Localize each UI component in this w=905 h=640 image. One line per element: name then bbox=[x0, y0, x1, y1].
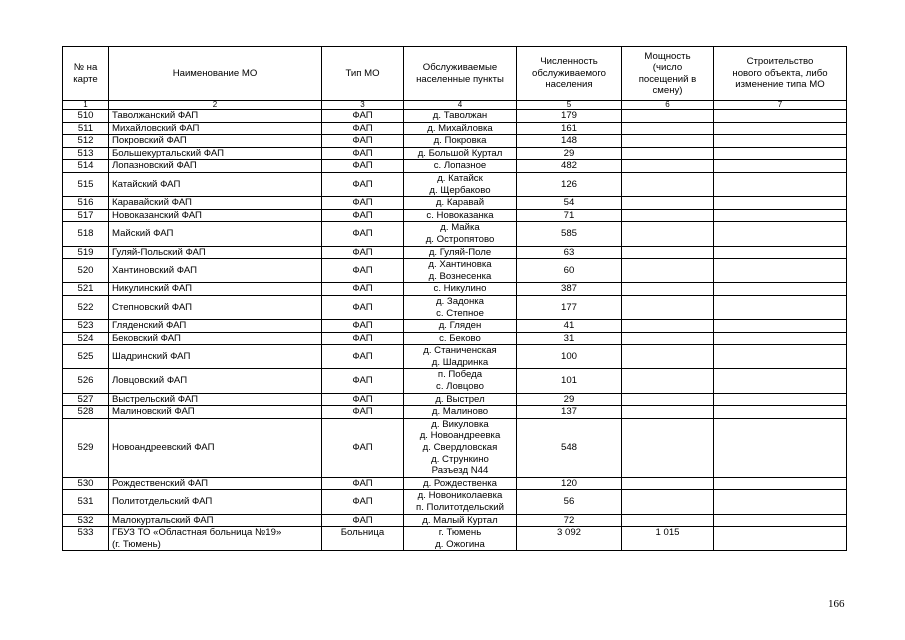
capacity-cell bbox=[622, 209, 714, 222]
capacity-cell: 1 015 bbox=[622, 527, 714, 551]
construction-cell bbox=[714, 135, 847, 148]
table-row bbox=[63, 197, 847, 210]
table-row bbox=[63, 332, 847, 345]
mo-type-cell: ФАП bbox=[322, 406, 404, 419]
mo-name-cell: Хантиновский ФАП bbox=[109, 259, 322, 283]
settlements-cell: д. Викуловка д. Новоандреевка д. Свердловская д. Стрункино Разъезд N44 bbox=[404, 418, 517, 477]
column-number-cell: 2 bbox=[109, 101, 322, 110]
settlements-cell: д. Новониколаевка п. Политотдельский bbox=[404, 490, 517, 514]
map-number-cell: 514 bbox=[63, 160, 109, 173]
mo-name-cell: Гляденский ФАП bbox=[109, 320, 322, 333]
mo-type-cell: ФАП bbox=[322, 259, 404, 283]
map-number-cell: 520 bbox=[63, 259, 109, 283]
mo-name-cell: Таволжанский ФАП bbox=[109, 110, 322, 123]
mo-type-cell: ФАП bbox=[322, 246, 404, 259]
column-number-cell: 5 bbox=[517, 101, 622, 110]
capacity-cell bbox=[622, 406, 714, 419]
population-cell: 126 bbox=[517, 172, 622, 196]
column-number-cell: 7 bbox=[714, 101, 847, 110]
construction-cell bbox=[714, 246, 847, 259]
header-row bbox=[63, 47, 847, 101]
map-number-cell: 518 bbox=[63, 222, 109, 246]
population-cell: 31 bbox=[517, 332, 622, 345]
map-number-cell: 521 bbox=[63, 283, 109, 296]
settlements-cell: д. Задонка с. Степное bbox=[404, 295, 517, 319]
settlements-cell: д. Выстрел bbox=[404, 393, 517, 406]
map-number-cell: 530 bbox=[63, 477, 109, 490]
construction-cell bbox=[714, 369, 847, 393]
settlements-cell: д. Малиново bbox=[404, 406, 517, 419]
mo-type-cell: ФАП bbox=[322, 320, 404, 333]
capacity-cell bbox=[622, 295, 714, 319]
capacity-cell bbox=[622, 283, 714, 296]
population-cell: 161 bbox=[517, 122, 622, 135]
mo-type-cell: ФАП bbox=[322, 160, 404, 173]
page-number: 166 bbox=[828, 598, 845, 610]
mo-name-cell: Никулинский ФАП bbox=[109, 283, 322, 296]
construction-cell bbox=[714, 197, 847, 210]
mo-type-cell: ФАП bbox=[322, 122, 404, 135]
construction-cell bbox=[714, 110, 847, 123]
construction-cell bbox=[714, 514, 847, 527]
table-row bbox=[63, 320, 847, 333]
mo-type-cell: ФАП bbox=[322, 345, 404, 369]
population-cell: 120 bbox=[517, 477, 622, 490]
settlements-cell: с. Новоказанка bbox=[404, 209, 517, 222]
table-row bbox=[63, 283, 847, 296]
map-number-cell: 512 bbox=[63, 135, 109, 148]
construction-cell bbox=[714, 345, 847, 369]
settlements-cell: д. Таволжан bbox=[404, 110, 517, 123]
table-row bbox=[63, 369, 847, 393]
table-row bbox=[63, 418, 847, 477]
population-cell: 56 bbox=[517, 490, 622, 514]
mo-name-cell: Рождественский ФАП bbox=[109, 477, 322, 490]
settlements-cell: д. Михайловка bbox=[404, 122, 517, 135]
population-cell: 177 bbox=[517, 295, 622, 319]
table-row bbox=[63, 406, 847, 419]
map-number-cell: 522 bbox=[63, 295, 109, 319]
capacity-cell bbox=[622, 147, 714, 160]
mo-type-cell: Больница bbox=[322, 527, 404, 551]
construction-cell bbox=[714, 527, 847, 551]
population-cell: 100 bbox=[517, 345, 622, 369]
mo-name-cell: Политотдельский ФАП bbox=[109, 490, 322, 514]
header-construction: Строительство нового объекта, либо изменение типа МО bbox=[714, 47, 847, 101]
table-row bbox=[63, 172, 847, 196]
construction-cell bbox=[714, 222, 847, 246]
map-number-cell: 531 bbox=[63, 490, 109, 514]
settlements-cell: д. Майка д. Остропятово bbox=[404, 222, 517, 246]
map-number-cell: 511 bbox=[63, 122, 109, 135]
table-row bbox=[63, 295, 847, 319]
capacity-cell bbox=[622, 332, 714, 345]
mo-type-cell: ФАП bbox=[322, 147, 404, 160]
capacity-cell bbox=[622, 122, 714, 135]
capacity-cell bbox=[622, 259, 714, 283]
map-number-cell: 516 bbox=[63, 197, 109, 210]
population-cell: 29 bbox=[517, 147, 622, 160]
capacity-cell bbox=[622, 222, 714, 246]
mo-type-cell: ФАП bbox=[322, 197, 404, 210]
mo-type-cell: ФАП bbox=[322, 110, 404, 123]
construction-cell bbox=[714, 295, 847, 319]
table-row bbox=[63, 160, 847, 173]
construction-cell bbox=[714, 172, 847, 196]
column-number-cell: 6 bbox=[622, 101, 714, 110]
map-number-cell: 528 bbox=[63, 406, 109, 419]
population-cell: 60 bbox=[517, 259, 622, 283]
column-number-row bbox=[63, 101, 847, 110]
settlements-cell: с. Лопазное bbox=[404, 160, 517, 173]
settlements-cell: с. Никулино bbox=[404, 283, 517, 296]
construction-cell bbox=[714, 320, 847, 333]
header-capacity: Мощность (число посещений в смену) bbox=[622, 47, 714, 101]
map-number-cell: 517 bbox=[63, 209, 109, 222]
table-body bbox=[63, 110, 847, 551]
header-population: Численность обслуживаемого населения bbox=[517, 47, 622, 101]
capacity-cell bbox=[622, 514, 714, 527]
construction-cell bbox=[714, 160, 847, 173]
population-cell: 29 bbox=[517, 393, 622, 406]
table-row bbox=[63, 209, 847, 222]
mo-name-cell: Лопазновский ФАП bbox=[109, 160, 322, 173]
capacity-cell bbox=[622, 197, 714, 210]
mo-name-cell: Каравайский ФАП bbox=[109, 197, 322, 210]
map-number-cell: 527 bbox=[63, 393, 109, 406]
population-cell: 179 bbox=[517, 110, 622, 123]
construction-cell bbox=[714, 393, 847, 406]
settlements-cell: д. Гляден bbox=[404, 320, 517, 333]
mo-name-cell: Ловцовский ФАП bbox=[109, 369, 322, 393]
population-cell: 387 bbox=[517, 283, 622, 296]
mo-type-cell: ФАП bbox=[322, 295, 404, 319]
territorial-scheme-table bbox=[62, 46, 847, 551]
map-number-cell: 532 bbox=[63, 514, 109, 527]
mo-type-cell: ФАП bbox=[322, 477, 404, 490]
population-cell: 482 bbox=[517, 160, 622, 173]
capacity-cell bbox=[622, 490, 714, 514]
population-cell: 63 bbox=[517, 246, 622, 259]
table-row bbox=[63, 135, 847, 148]
settlements-cell: д. Каравай bbox=[404, 197, 517, 210]
column-number-cell: 4 bbox=[404, 101, 517, 110]
construction-cell bbox=[714, 406, 847, 419]
map-number-cell: 533 bbox=[63, 527, 109, 551]
population-cell: 3 092 bbox=[517, 527, 622, 551]
header-served-settlements: Обслуживаемые населенные пункты bbox=[404, 47, 517, 101]
capacity-cell bbox=[622, 418, 714, 477]
population-cell: 548 bbox=[517, 418, 622, 477]
capacity-cell bbox=[622, 369, 714, 393]
mo-type-cell: ФАП bbox=[322, 418, 404, 477]
header-map-number: № на карте bbox=[63, 47, 109, 101]
map-number-cell: 523 bbox=[63, 320, 109, 333]
construction-cell bbox=[714, 477, 847, 490]
settlements-cell: п. Победа с. Ловцово bbox=[404, 369, 517, 393]
settlements-cell: д. Большой Куртал bbox=[404, 147, 517, 160]
mo-name-cell: Майский ФАП bbox=[109, 222, 322, 246]
construction-cell bbox=[714, 283, 847, 296]
map-number-cell: 519 bbox=[63, 246, 109, 259]
settlements-cell: д. Малый Куртал bbox=[404, 514, 517, 527]
capacity-cell bbox=[622, 477, 714, 490]
population-cell: 71 bbox=[517, 209, 622, 222]
table-row bbox=[63, 527, 847, 551]
mo-type-cell: ФАП bbox=[322, 222, 404, 246]
mo-name-cell: Гуляй-Польский ФАП bbox=[109, 246, 322, 259]
table-row bbox=[63, 147, 847, 160]
construction-cell bbox=[714, 122, 847, 135]
mo-name-cell: Новоказанский ФАП bbox=[109, 209, 322, 222]
mo-type-cell: ФАП bbox=[322, 514, 404, 527]
map-number-cell: 524 bbox=[63, 332, 109, 345]
mo-name-cell: Выстрельский ФАП bbox=[109, 393, 322, 406]
settlements-cell: д. Рождественка bbox=[404, 477, 517, 490]
table-row bbox=[63, 222, 847, 246]
mo-type-cell: ФАП bbox=[322, 332, 404, 345]
capacity-cell bbox=[622, 110, 714, 123]
map-number-cell: 515 bbox=[63, 172, 109, 196]
capacity-cell bbox=[622, 393, 714, 406]
population-cell: 137 bbox=[517, 406, 622, 419]
table-row bbox=[63, 477, 847, 490]
population-cell: 41 bbox=[517, 320, 622, 333]
population-cell: 72 bbox=[517, 514, 622, 527]
population-cell: 585 bbox=[517, 222, 622, 246]
settlements-cell: д. Катайск д. Щербаково bbox=[404, 172, 517, 196]
mo-name-cell: Покровский ФАП bbox=[109, 135, 322, 148]
capacity-cell bbox=[622, 172, 714, 196]
mo-type-cell: ФАП bbox=[322, 393, 404, 406]
construction-cell bbox=[714, 332, 847, 345]
map-number-cell: 525 bbox=[63, 345, 109, 369]
mo-type-cell: ФАП bbox=[322, 283, 404, 296]
table-row bbox=[63, 393, 847, 406]
population-cell: 101 bbox=[517, 369, 622, 393]
settlements-cell: д. Хантиновка д. Вознесенка bbox=[404, 259, 517, 283]
column-number-cell: 1 bbox=[63, 101, 109, 110]
settlements-cell: д. Станиченская д. Шадринка bbox=[404, 345, 517, 369]
header-mo-name: Наименование МО bbox=[109, 47, 322, 101]
mo-name-cell: Бековский ФАП bbox=[109, 332, 322, 345]
settlements-cell: д. Гуляй-Поле bbox=[404, 246, 517, 259]
table-row bbox=[63, 490, 847, 514]
mo-name-cell: ГБУЗ ТО «Областная больница №19» (г. Тюмень) bbox=[109, 527, 322, 551]
construction-cell bbox=[714, 209, 847, 222]
column-number-cell: 3 bbox=[322, 101, 404, 110]
settlements-cell: с. Беково bbox=[404, 332, 517, 345]
construction-cell bbox=[714, 147, 847, 160]
capacity-cell bbox=[622, 345, 714, 369]
mo-name-cell: Малокуртальский ФАП bbox=[109, 514, 322, 527]
population-cell: 148 bbox=[517, 135, 622, 148]
map-number-cell: 510 bbox=[63, 110, 109, 123]
mo-name-cell: Степновский ФАП bbox=[109, 295, 322, 319]
mo-name-cell: Малиновский ФАП bbox=[109, 406, 322, 419]
mo-type-cell: ФАП bbox=[322, 135, 404, 148]
mo-name-cell: Большекуртальский ФАП bbox=[109, 147, 322, 160]
mo-type-cell: ФАП bbox=[322, 369, 404, 393]
settlements-cell: г. Тюмень д. Ожогина bbox=[404, 527, 517, 551]
mo-type-cell: ФАП bbox=[322, 209, 404, 222]
map-number-cell: 529 bbox=[63, 418, 109, 477]
header-mo-type: Тип МО bbox=[322, 47, 404, 101]
capacity-cell bbox=[622, 135, 714, 148]
mo-name-cell: Катайский ФАП bbox=[109, 172, 322, 196]
construction-cell bbox=[714, 259, 847, 283]
population-cell: 54 bbox=[517, 197, 622, 210]
table-row bbox=[63, 110, 847, 123]
construction-cell bbox=[714, 490, 847, 514]
mo-type-cell: ФАП bbox=[322, 490, 404, 514]
mo-type-cell: ФАП bbox=[322, 172, 404, 196]
mo-name-cell: Новоандреевский ФАП bbox=[109, 418, 322, 477]
mo-name-cell: Шадринский ФАП bbox=[109, 345, 322, 369]
mo-name-cell: Михайловский ФАП bbox=[109, 122, 322, 135]
construction-cell bbox=[714, 418, 847, 477]
settlements-cell: д. Покровка bbox=[404, 135, 517, 148]
map-number-cell: 526 bbox=[63, 369, 109, 393]
table-row bbox=[63, 259, 847, 283]
map-number-cell: 513 bbox=[63, 147, 109, 160]
table-row bbox=[63, 122, 847, 135]
table-row bbox=[63, 514, 847, 527]
table-row bbox=[63, 345, 847, 369]
capacity-cell bbox=[622, 320, 714, 333]
table-row bbox=[63, 246, 847, 259]
capacity-cell bbox=[622, 246, 714, 259]
capacity-cell bbox=[622, 160, 714, 173]
